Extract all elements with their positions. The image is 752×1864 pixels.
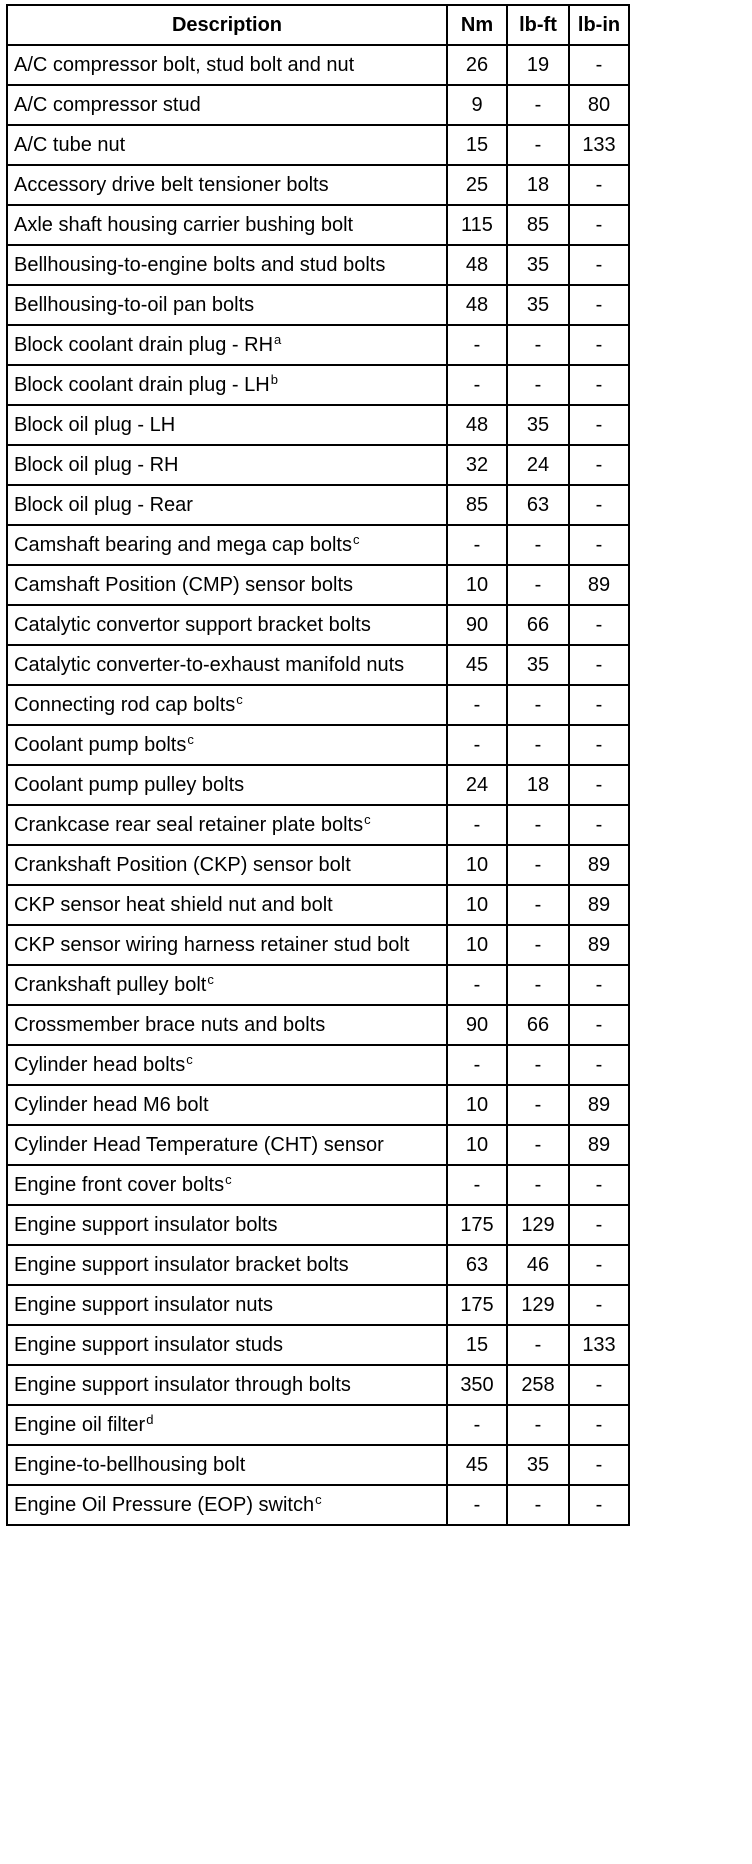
lbin-cell: - [569,805,629,845]
description-cell [7,525,447,565]
lbft-cell: - [507,1125,569,1165]
table-row [7,125,629,165]
description-cell [7,725,447,765]
nm-cell: - [447,685,507,725]
footnote-marker: c [236,692,243,707]
table-row [7,1045,629,1085]
nm-cell: - [447,365,507,405]
lbft-cell: 66 [507,1005,569,1045]
description-cell [7,285,447,325]
table-row [7,1485,629,1525]
table-row [7,765,629,805]
description-text: Camshaft bearing and mega cap bolts [14,534,352,556]
table-row [7,365,629,405]
nm-cell: 90 [447,1005,507,1045]
description-cell [7,645,447,685]
lbft-cell: 24 [507,445,569,485]
nm-cell: - [447,965,507,1005]
table-row [7,1405,629,1445]
table-row [7,1445,629,1485]
lbft-cell: - [507,325,569,365]
lbin-cell: - [569,1165,629,1205]
lbft-cell: 66 [507,605,569,645]
table-row [7,405,629,445]
lbft-cell: - [507,565,569,605]
lbin-cell: - [569,445,629,485]
header-lbft: lb-ft [507,5,569,45]
table-row [7,1285,629,1325]
nm-cell: 115 [447,205,507,245]
description-text: A/C tube nut [14,134,126,156]
description-text: Engine-to-bellhousing bolt [14,1454,246,1476]
table-row [7,525,629,565]
table-row [7,885,629,925]
description-text: Engine support insulator nuts [14,1294,274,1316]
lbft-cell: 18 [507,765,569,805]
description-cell [7,1285,447,1325]
table-row [7,685,629,725]
lbin-cell: - [569,605,629,645]
description-text: Coolant pump bolts [14,734,187,756]
lbin-cell: - [569,485,629,525]
nm-cell: 175 [447,1285,507,1325]
nm-cell: 10 [447,925,507,965]
lbin-cell: - [569,1245,629,1285]
description-cell [7,1085,447,1125]
description-text: CKP sensor heat shield nut and bolt [14,894,333,916]
nm-cell: - [447,1485,507,1525]
table-row [7,645,629,685]
nm-cell: - [447,1045,507,1085]
description-text: Crankshaft pulley bolt [14,974,207,996]
description-text: Cylinder Head Temperature (CHT) sensor [14,1134,384,1156]
lbin-cell: - [569,1445,629,1485]
lbft-cell: 129 [507,1205,569,1245]
lbin-cell: - [569,965,629,1005]
table-row [7,205,629,245]
lbin-cell: - [569,1205,629,1245]
description-text: Bellhousing-to-oil pan bolts [14,294,255,316]
footnote-marker: c [187,732,194,747]
description-cell [7,965,447,1005]
footnote-marker: c [364,812,371,827]
description-cell [7,1325,447,1365]
lbft-cell: - [507,965,569,1005]
description-cell [7,1125,447,1165]
description-cell [7,445,447,485]
lbin-cell: 89 [569,845,629,885]
description-text: Engine Oil Pressure (EOP) switch [14,1494,315,1516]
nm-cell: - [447,1405,507,1445]
nm-cell: 24 [447,765,507,805]
description-text: Bellhousing-to-engine bolts and stud bolts [14,254,386,276]
header-description: Description [7,5,447,45]
nm-cell: 175 [447,1205,507,1245]
table-header [7,5,629,45]
nm-cell: - [447,725,507,765]
lbft-cell: 35 [507,285,569,325]
description-cell [7,805,447,845]
description-text: Engine support insulator through bolts [14,1374,351,1396]
lbin-cell: - [569,165,629,205]
lbin-cell: - [569,205,629,245]
table-row [7,1205,629,1245]
description-cell [7,925,447,965]
description-text: Axle shaft housing carrier bushing bolt [14,214,354,236]
nm-cell: - [447,525,507,565]
lbft-cell: - [507,925,569,965]
lbin-cell: 133 [569,125,629,165]
lbft-cell: 63 [507,485,569,525]
lbft-cell: - [507,1045,569,1085]
lbft-cell: 46 [507,1245,569,1285]
lbin-cell: 89 [569,1125,629,1165]
description-text: Block oil plug - RH [14,454,179,476]
description-cell [7,485,447,525]
description-cell [7,885,447,925]
table-row [7,1245,629,1285]
nm-cell: - [447,325,507,365]
description-text: Block coolant drain plug - LH [14,374,270,396]
header-row [7,5,629,45]
lbft-cell: 35 [507,405,569,445]
lbft-cell: - [507,85,569,125]
description-text: Accessory drive belt tensioner bolts [14,174,329,196]
lbft-cell: - [507,845,569,885]
lbin-cell: 80 [569,85,629,125]
table-row [7,1165,629,1205]
description-text: Coolant pump pulley bolts [14,774,245,796]
description-cell [7,1245,447,1285]
table-row [7,45,629,85]
footnote-marker: c [352,532,360,547]
description-text: Engine support insulator bolts [14,1214,278,1236]
lbft-cell: - [507,365,569,405]
table-row [7,605,629,645]
nm-cell: 48 [447,245,507,285]
lbin-cell: - [569,1365,629,1405]
lbin-cell: - [569,405,629,445]
nm-cell: 10 [447,1125,507,1165]
table-row [7,245,629,285]
table-row [7,1325,629,1365]
lbin-cell: - [569,645,629,685]
nm-cell: 9 [447,85,507,125]
nm-cell: 32 [447,445,507,485]
description-cell [7,1485,447,1525]
nm-cell: 48 [447,285,507,325]
footnote-marker: c [225,1172,232,1187]
footnote-marker: a [274,332,282,347]
footnote-marker: d [146,1412,154,1427]
description-cell [7,205,447,245]
lbft-cell: - [507,1325,569,1365]
description-text: Cylinder head M6 bolt [14,1094,209,1116]
lbin-cell: 89 [569,925,629,965]
table-row [7,1365,629,1405]
description-cell [7,45,447,85]
nm-cell: 350 [447,1365,507,1405]
lbin-cell: - [569,1485,629,1525]
nm-cell: 10 [447,845,507,885]
header-nm: Nm [447,5,507,45]
description-text: Catalytic converter-to-exhaust manifold nuts [14,654,405,676]
table-row [7,165,629,205]
lbft-cell: - [507,1485,569,1525]
description-text: Block oil plug - LH [14,414,176,436]
table-row [7,445,629,485]
table-body [7,45,629,1525]
description-text: Crossmember brace nuts and bolts [14,1014,326,1036]
lbft-cell: 35 [507,645,569,685]
lbin-cell: - [569,365,629,405]
description-cell [7,605,447,645]
lbft-cell: 129 [507,1285,569,1325]
lbin-cell: - [569,525,629,565]
table-row [7,485,629,525]
description-text: Camshaft Position (CMP) sensor bolts [14,574,354,596]
nm-cell: 15 [447,125,507,165]
lbin-cell: - [569,325,629,365]
nm-cell: 25 [447,165,507,205]
lbft-cell: - [507,1405,569,1445]
nm-cell: 26 [447,45,507,85]
lbin-cell: - [569,1285,629,1325]
description-text: Engine support insulator bracket bolts [14,1254,349,1276]
lbft-cell: 18 [507,165,569,205]
footnote-marker: c [186,1052,193,1067]
lbin-cell: 89 [569,885,629,925]
table-row [7,805,629,845]
description-cell [7,1205,447,1245]
lbin-cell: - [569,1005,629,1045]
lbin-cell: - [569,1405,629,1445]
nm-cell: 45 [447,645,507,685]
description-cell [7,765,447,805]
nm-cell: - [447,805,507,845]
lbin-cell: 89 [569,565,629,605]
description-text: Block oil plug - Rear [14,494,193,516]
lbft-cell: 35 [507,245,569,285]
description-cell [7,1045,447,1085]
lbin-cell: - [569,725,629,765]
description-cell [7,565,447,605]
table-row [7,1125,629,1165]
nm-cell: 10 [447,565,507,605]
lbin-cell: 133 [569,1325,629,1365]
table-row [7,725,629,765]
table-row [7,85,629,125]
footnote-marker: c [315,1492,322,1507]
description-text: Connecting rod cap bolts [14,694,236,716]
description-cell [7,165,447,205]
lbft-cell: - [507,1165,569,1205]
description-cell [7,1445,447,1485]
description-text: Engine support insulator studs [14,1334,284,1356]
nm-cell: - [447,1165,507,1205]
lbin-cell: - [569,685,629,725]
description-cell [7,1365,447,1405]
description-text: A/C compressor stud [14,94,201,116]
lbft-cell: - [507,805,569,845]
table-row [7,925,629,965]
description-text: Crankshaft Position (CKP) sensor bolt [14,854,351,876]
description-cell [7,845,447,885]
table-row [7,845,629,885]
table-row [7,565,629,605]
lbin-cell: - [569,45,629,85]
description-text: CKP sensor wiring harness retainer stud bolt [14,934,410,956]
lbft-cell: - [507,525,569,565]
description-text: A/C compressor bolt, stud bolt and nut [14,54,355,76]
nm-cell: 15 [447,1325,507,1365]
description-cell [7,85,447,125]
description-cell [7,245,447,285]
description-text: Catalytic convertor support bracket bolts [14,614,371,636]
nm-cell: 45 [447,1445,507,1485]
table-row [7,965,629,1005]
torque-specification-table [6,4,630,1526]
table-row [7,1005,629,1045]
table-row [7,285,629,325]
description-cell [7,1405,447,1445]
nm-cell: 48 [447,405,507,445]
description-cell [7,325,447,365]
description-cell [7,1005,447,1045]
footnote-marker: c [207,972,214,987]
lbin-cell: - [569,765,629,805]
nm-cell: 10 [447,885,507,925]
lbin-cell: 89 [569,1085,629,1125]
lbin-cell: - [569,285,629,325]
lbin-cell: - [569,245,629,285]
table-row [7,325,629,365]
lbft-cell: 35 [507,1445,569,1485]
lbft-cell: - [507,725,569,765]
lbft-cell: - [507,1085,569,1125]
lbft-cell: 85 [507,205,569,245]
description-text: Engine oil filter [14,1414,146,1436]
description-cell [7,1165,447,1205]
description-cell [7,405,447,445]
nm-cell: 63 [447,1245,507,1285]
nm-cell: 90 [447,605,507,645]
description-text: Block coolant drain plug - RH [14,334,274,356]
footnote-marker: b [270,372,278,387]
lbft-cell: 19 [507,45,569,85]
nm-cell: 10 [447,1085,507,1125]
header-lbin: lb-in [569,5,629,45]
description-text: Engine front cover bolts [14,1174,225,1196]
nm-cell: 85 [447,485,507,525]
lbft-cell: - [507,885,569,925]
lbin-cell: - [569,1045,629,1085]
description-text: Crankcase rear seal retainer plate bolts [14,814,364,836]
description-cell [7,125,447,165]
description-cell [7,365,447,405]
table-row [7,1085,629,1125]
lbft-cell: 258 [507,1365,569,1405]
lbft-cell: - [507,125,569,165]
lbft-cell: - [507,685,569,725]
description-text: Cylinder head bolts [14,1054,186,1076]
description-cell [7,685,447,725]
